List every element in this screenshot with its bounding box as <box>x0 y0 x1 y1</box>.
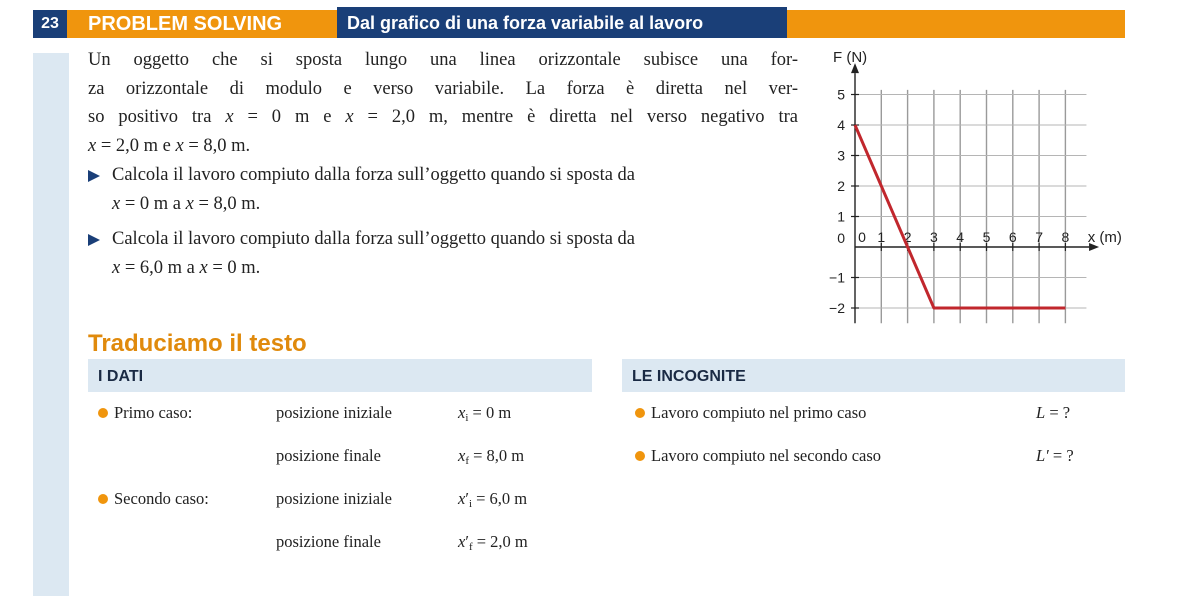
x-tick-label: 8 <box>1061 229 1070 245</box>
question-1: Calcola il lavoro compiuto dalla forza sull’oggetto quando si sposta da x = 0 m a x = 8,0 m. <box>112 165 636 214</box>
y-tick-label: −1 <box>829 269 845 286</box>
data-label: posizione iniziale <box>276 489 392 508</box>
bullet-dot-icon <box>635 451 645 461</box>
y-tick-label: 2 <box>837 178 845 194</box>
x-tick-label: 0 <box>858 229 866 245</box>
question-2: Calcola il lavoro compiuto dalla forza sull’oggetto quando si sposta da x = 6,0 m a x = 0 m. <box>112 229 636 278</box>
x-tick-label: 1 <box>877 229 886 245</box>
problem-line: so positivo tra x = 0 m e x = 2,0 m, mentre è diretta nel verso negativo tra <box>88 107 798 127</box>
y-axis-label: F (N) <box>833 49 868 66</box>
problem-text <box>88 46 798 160</box>
x-tick-label: 2 <box>903 229 912 245</box>
data-value: $x_f = 8,0$ m <box>458 446 525 467</box>
data-label: posizione finale <box>276 446 381 465</box>
bullet-dot-icon <box>98 494 108 504</box>
section-title: Traduciamo il testo <box>88 330 307 357</box>
y-tick-label: 4 <box>837 117 845 133</box>
dati-header: I DATI <box>88 359 592 392</box>
x-tick-label: 7 <box>1035 229 1043 245</box>
margin-strip <box>33 53 69 596</box>
question-bullet-icon <box>88 170 100 182</box>
data-value: $x_i = 0$ m <box>458 403 512 424</box>
x-tick-label: 4 <box>956 229 965 245</box>
data-value: $x'_i = 6,0$ m <box>458 489 528 510</box>
x-tick-label: 5 <box>982 229 991 245</box>
data-label: posizione finale <box>276 532 381 551</box>
problem-line: za orizzontale di modulo e verso variabile. La forza è diretta nel ver- <box>88 78 798 99</box>
x-tick-label: 6 <box>1008 229 1017 245</box>
problem-number: 23 <box>33 10 67 38</box>
y-tick-label: 1 <box>837 208 845 225</box>
unknown-value: L′ = ? <box>1036 446 1074 465</box>
problem-title: Dal grafico di una forza variabile al lavoro <box>337 7 787 38</box>
data-value: $x'_f = 2,0$ m <box>458 532 528 553</box>
y-tick-label: 0 <box>837 230 845 246</box>
case-label: Secondo caso: <box>114 489 209 508</box>
problem-line: x = 2,0 m e x = 8,0 m. <box>88 135 251 156</box>
unknown-label: Lavoro compiuto nel primo caso <box>651 403 867 422</box>
bullet-dot-icon <box>635 408 645 418</box>
incognite-header: LE INCOGNITE <box>622 359 1125 392</box>
unknown-value: L = ? <box>1036 403 1071 422</box>
unknown-label: Lavoro compiuto nel secondo caso <box>651 446 882 465</box>
bullet-dot-icon <box>98 408 108 418</box>
y-tick-label: 3 <box>837 147 845 164</box>
y-tick-label: 5 <box>837 86 845 103</box>
y-tick-label: −2 <box>829 300 845 316</box>
data-label: posizione iniziale <box>276 403 392 422</box>
problem-line: Un oggetto che si sposta lungo una linea orizzontale subisce una for- <box>88 50 798 70</box>
x-axis-label: x (m) <box>1087 229 1122 246</box>
case-label: Primo caso: <box>114 403 193 422</box>
x-tick-label: 3 <box>930 229 938 245</box>
question-bullet-icon <box>88 234 100 246</box>
section-label: PROBLEM SOLVING <box>88 13 283 35</box>
force-position-chart <box>805 46 1125 331</box>
